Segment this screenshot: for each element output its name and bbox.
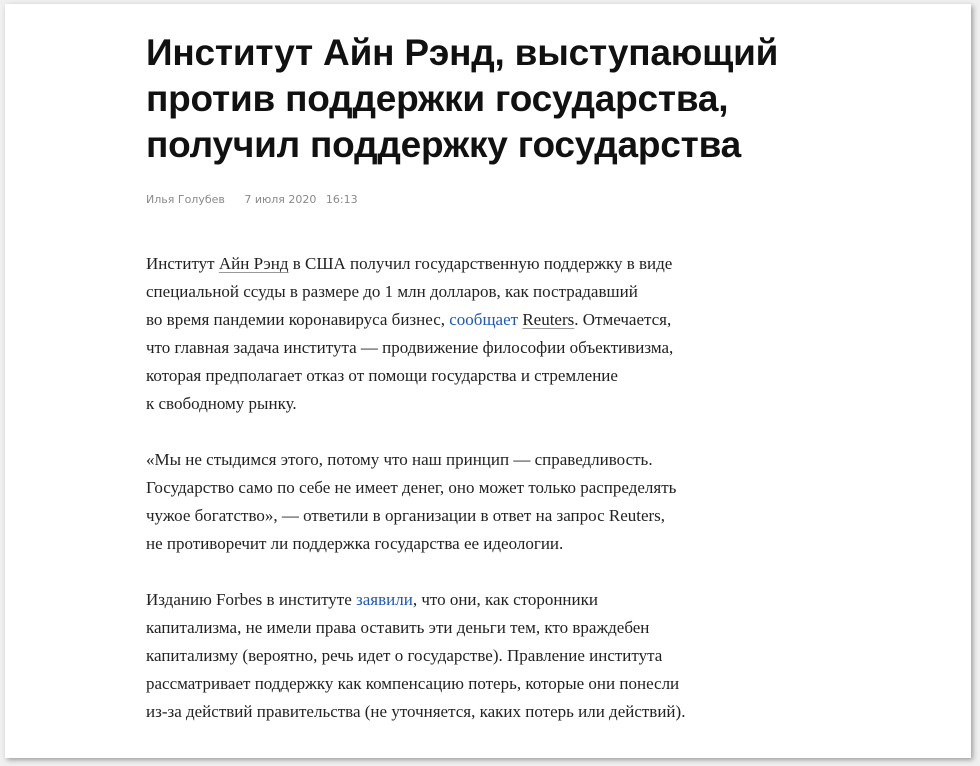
paragraph — [146, 250, 826, 418]
text-line: капитализму (вероятно, речь идет о государстве). Правление института — [146, 646, 663, 665]
text-line: капитализма, не имели права оставить эти деньги тем, кто враждебен — [146, 618, 650, 637]
text-fragment: Изданию Forbes в институте — [146, 590, 357, 609]
publish-date: 7 июля 2020 — [244, 193, 317, 206]
title-line: против поддержки государства, — [146, 78, 729, 119]
text-fragment: Институт — [146, 254, 219, 273]
source-link-reuters[interactable]: сообщает — [449, 310, 519, 329]
text-line — [146, 306, 826, 334]
author-name[interactable]: Илья Голубев — [146, 193, 225, 206]
title-line: Институт Айн Рэнд, выступающий — [146, 32, 779, 73]
ayn-rand-tag-link[interactable]: Айн Рэнд — [218, 254, 289, 273]
text-fragment: в США получил государственную поддержку в виде — [288, 254, 673, 273]
text-line: Государство само по себе не имеет денег, оно может только распределять — [146, 478, 677, 497]
article-meta — [146, 192, 826, 208]
article — [146, 30, 826, 754]
source-link-forbes[interactable]: заявили — [356, 590, 413, 609]
text-fragment: , что они, как сторонники — [412, 590, 598, 609]
paragraph — [146, 446, 826, 558]
text-fragment: . Отмечается, — [574, 310, 672, 329]
page — [5, 4, 971, 758]
text-fragment: во время пандемии коронавируса бизнес, — [146, 310, 450, 329]
text-line: к свободному рынку. — [146, 394, 297, 413]
text-line: из-за действий правительства (не уточняется, каких потерь или действий). — [146, 702, 686, 721]
text-line: которая предполагает отказ от помощи государства и стремление — [146, 366, 618, 385]
text-line: «Мы не стыдимся этого, потому что наш принцип — справедливость. — [146, 450, 653, 469]
text-line — [146, 250, 826, 278]
text-line: что главная задача института — продвижение философии объективизма, — [146, 338, 674, 357]
text-line: не противоречит ли поддержка государства ее идеологии. — [146, 534, 564, 553]
title-line: получил поддержку государства — [146, 124, 742, 165]
text-line — [146, 586, 826, 614]
text-line: специальной ссуды в размере до 1 млн долларов, как пострадавший — [146, 282, 638, 301]
paragraph — [146, 586, 826, 726]
reuters-tag-link[interactable]: Reuters — [522, 310, 575, 329]
text-line: чужое богатство», — ответили в организации в ответ на запрос Reuters, — [146, 506, 666, 525]
article-body — [146, 250, 826, 726]
text-line: рассматривает поддержку как компенсацию потерь, которые они понесли — [146, 674, 680, 693]
article-title — [146, 30, 826, 168]
publish-time: 16:13 — [325, 193, 358, 206]
